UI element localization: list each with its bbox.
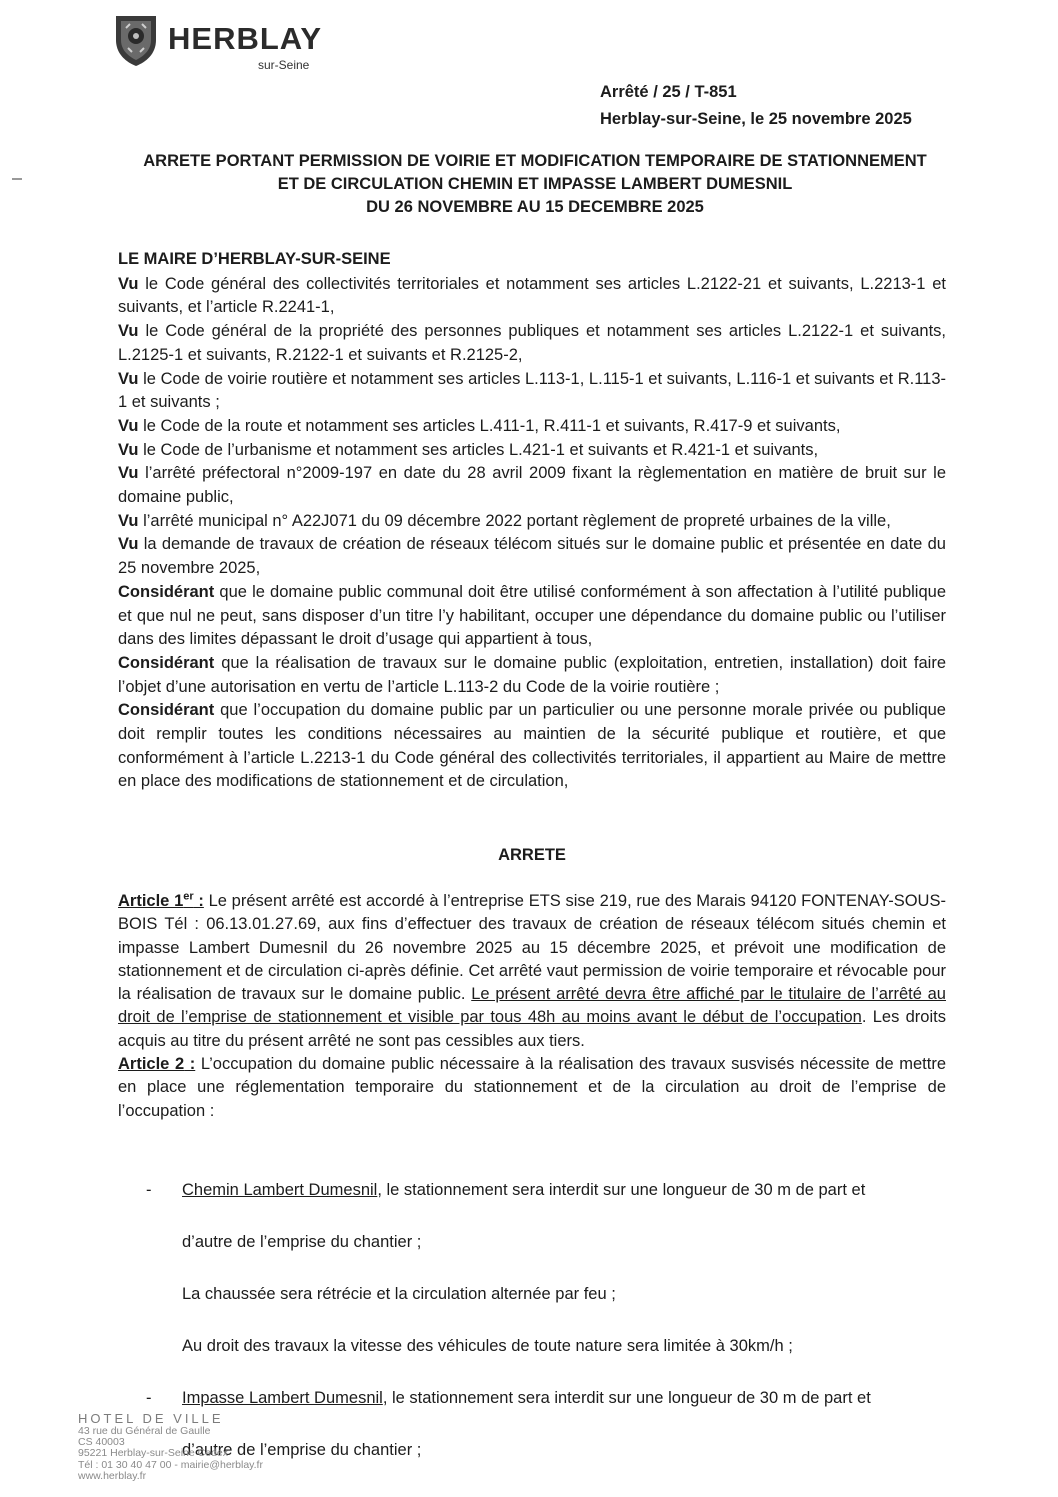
considerant-clause: Considérant que la réalisation de travaux sur le domaine public (exploitation, entretien, installation) doit faire l’objet d’une autorisation en vertu de l’article L.113-2 du Code de la voirie routière ; (118, 653, 946, 696)
list-item-continuation: d’autre de l’emprise du chantier ; (182, 1233, 422, 1251)
considerant-clause: Considérant que le domaine public communal doit être utilisé conformément à son affectation à l’utilité publique et que nul ne peut, sans disposer d’un titre l’y habilitant, occuper une dépendance du domaine public ou l’utiliser dans des limites dépassant le droit d’usage qui appartient à tous, (118, 582, 946, 649)
list-item-continuation: La chaussée sera rétrécie et la circulation alternée par feu ; (182, 1285, 616, 1303)
document-title (110, 150, 960, 219)
vu-clause: Vu l’arrêté municipal n° A22J071 du 09 décembre 2022 portant règlement de propreté urbaines de la ville, (118, 511, 891, 530)
article-2-label: Article 2 : (118, 1055, 196, 1074)
vu-clause: Vu le Code de voirie routière et notamment ses articles L.113-1, L.115-1 et suivants, L.116-1 et suivants et R.113-1 et suivants ; (118, 369, 946, 412)
list-item-continuation: d’autre de l’emprise du chantier ; (182, 1441, 422, 1459)
preamble (118, 248, 946, 794)
list-item: - Chemin Lambert Dumesnil, le stationnement sera interdit sur une longueur de 30 m de part et (146, 1181, 866, 1199)
herblay-logo (112, 12, 352, 74)
vu-clause: Vu la demande de travaux de création de réseaux télécom situés sur le domaine public et présentée en date du 25 novembre 2025, (118, 535, 946, 578)
footer-line: www.herblay.fr (78, 1469, 147, 1482)
display-obligation: Le présent arrêté devra être affiché par le titulaire de l’arrêté au droit de l’emprise de stationnement et visible par tous 48h au moins avant le début de l’occupation (118, 985, 946, 1027)
footer-line: CS 40003 (78, 1436, 125, 1449)
vu-clause: Vu le Code de l’urbanisme et notamment ses articles L.421-1 et suivants et R.421-1 et suivants, (118, 440, 819, 459)
list-item-continuation: Au droit des travaux la vitesse des véhicules de toute nature sera limitée à 30km/h ; (182, 1337, 793, 1355)
footer-line: 43 rue du Général de Gaulle (78, 1425, 211, 1437)
logo-wordmark: HERBLAY (168, 21, 322, 56)
footer-address (78, 1412, 438, 1482)
scan-mark (12, 178, 22, 180)
article-2: Article 2 : L’occupation du domaine public nécessaire à la réalisation des travaux susvisés nécessite de mettre en place une réglementation temporaire du stationnement et de la circulation au droit de l’emprise de l’occupation : (118, 1055, 946, 1120)
logo-subtitle: sur-Seine (258, 58, 310, 72)
title-line: ET DE CIRCULATION CHEMIN ET IMPASSE LAMBERT DUMESNIL (277, 175, 793, 193)
articles (118, 890, 946, 1123)
arrete-reference: Arrêté / 25 / T-851 (600, 83, 737, 101)
footer-line: Tél : 01 30 40 47 00 - mairie@herblay.fr (78, 1458, 263, 1471)
coat-of-arms-icon (112, 12, 160, 68)
maire-heading: LE MAIRE D’HERBLAY-SUR-SEINE (118, 250, 391, 268)
street-name: Impasse Lambert Dumesnil (182, 1389, 383, 1407)
vu-clause: Vu l’arrêté préfectoral n°2009-197 en date du 28 avril 2009 fixant la règlementation en matière de bruit sur le domaine public, (118, 464, 946, 507)
list-item: - Impasse Lambert Dumesnil, le stationnement sera interdit sur une longueur de 30 m de part et (146, 1389, 871, 1407)
place-and-date: Herblay-sur-Seine, le 25 novembre 2025 (600, 110, 912, 128)
title-line: DU 26 NOVEMBRE AU 15 DECEMBRE 2025 (366, 198, 704, 216)
vu-clause: Vu le Code de la route et notamment ses articles L.411-1, R.411-1 et suivants, R.417-9 et suivants, (118, 416, 841, 435)
vu-clause: Vu le Code général des collectivités territoriales et notamment ses articles L.2122-21 et suivants, L.2213-1 et suivants, et l’article R.2241-1, (118, 274, 946, 317)
footer-title: HOTEL DE VILLE (78, 1411, 224, 1426)
considerant-clause: Considérant que l’occupation du domaine public par un particulier ou une personne morale privée ou publique doit remplir toutes les conditions nécessaires au maintien de la sécurité publique et routière, et que conformément à l’article L.2213-1 du Code général des collectivités territoriales, il appartient au Maire de mettre en place des modifications de stationnement et de circulation, (118, 701, 946, 791)
vu-clause: Vu le Code général de la propriété des personnes publiques et notamment ses articles L.2122-1 et suivants, L.2125-1 et suivants, R.2122-1 et suivants et R.2125-2, (118, 322, 946, 364)
street-name: Chemin Lambert Dumesnil (182, 1181, 378, 1199)
footer-line: 95221 Herblay-sur-Seine Cedex (78, 1447, 228, 1460)
article-1: Article 1er : Le présent arrêté est accordé à l’entreprise ETS sise 219, rue des Marais 94120 FONTENAY-SOUS-BOIS Tél : 06.13.01.27.69, aux fins d’effectuer des travaux de création de réseaux télécom situés chemin et impasse Lambert Dumesnil du 26 novembre 2025 au 15 décembre 2025, et prévoit une modification de stationnement et de circulation ci-après définie. Cet arrêté vaut permission de voirie temporaire et révocable pour la réalisation de travaux sur le domaine public. Le présent arrêté devra être affiché par le titulaire de l’arrêté au droit de l’emprise de stationnement et visible par tous 48h au moins avant le début de l’occupation. Les droits acquis au titre du présent arrêté ne sont pas cessibles aux tiers. (118, 890, 946, 1050)
reference-block (600, 80, 912, 132)
title-line: ARRETE PORTANT PERMISSION DE VOIRIE ET MODIFICATION TEMPORAIRE DE STATIONNEMENT (143, 152, 927, 170)
arrete-heading: ARRETE (498, 846, 566, 864)
article-1-label: Article 1er : (118, 890, 204, 910)
